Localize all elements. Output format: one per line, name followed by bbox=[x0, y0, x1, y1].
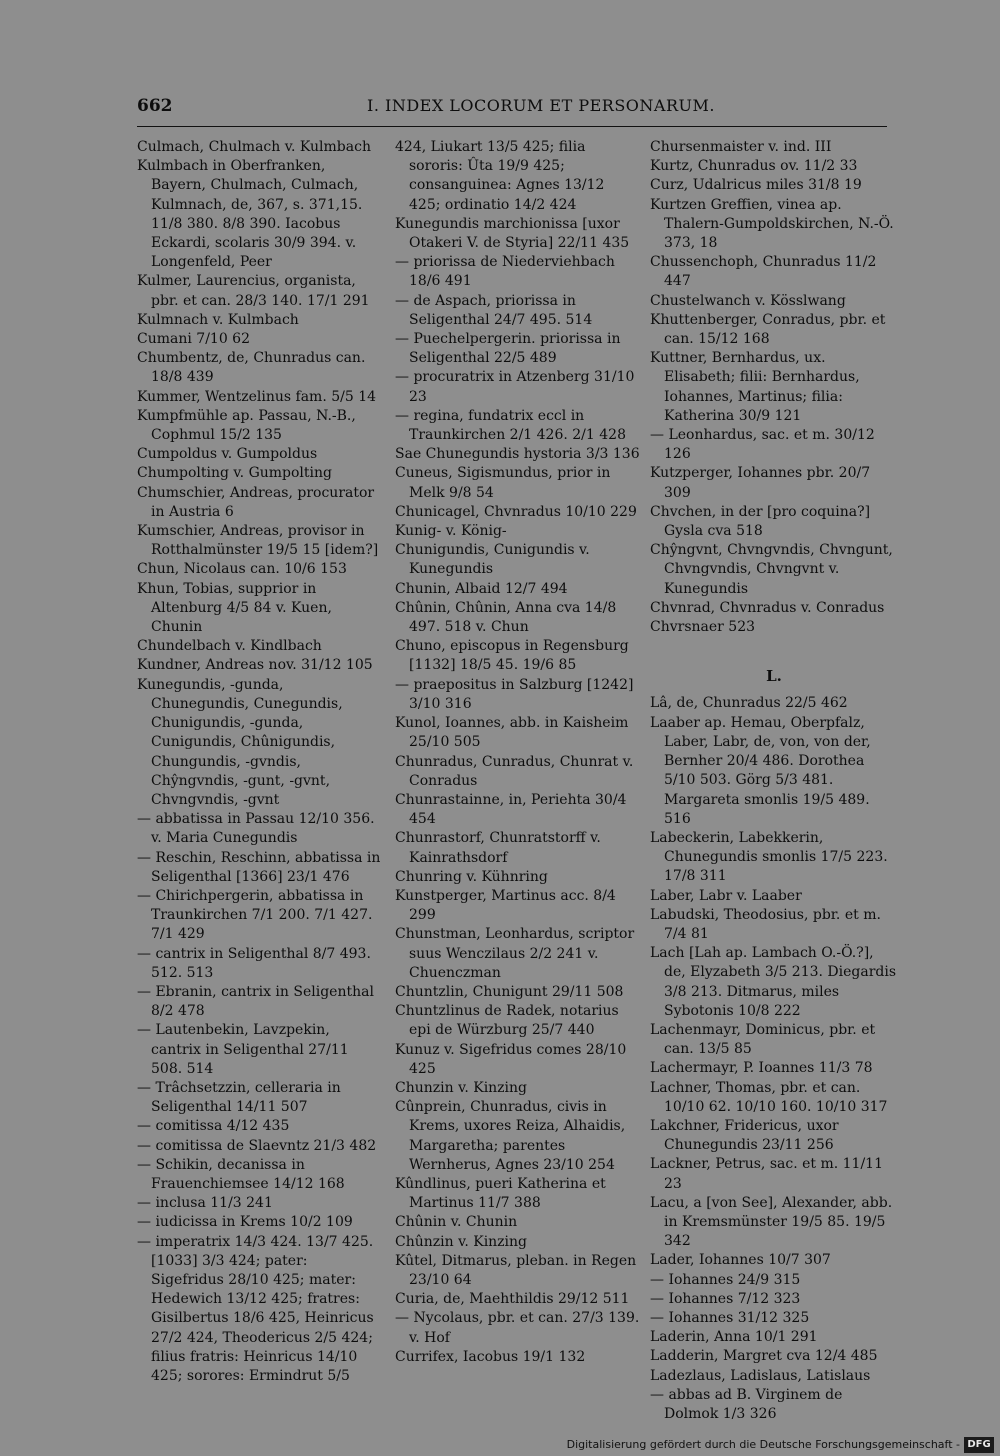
index-entry: Kûtel, Ditmarus, pleban. in Regen 23/10 64 bbox=[395, 1252, 637, 1288]
index-entry: — priorissa de Niederviehbach 18/6 491 bbox=[395, 254, 615, 290]
index-entry: Lachenmayr, Dominicus, pbr. et can. 13/5 85 bbox=[650, 1021, 876, 1058]
index-entry: Ladderin, Margret cva 12/4 485 bbox=[650, 1348, 878, 1365]
index-entry: Ladezlaus, Ladislaus, Latislaus bbox=[650, 1367, 871, 1384]
index-entry: Curz, Udalricus miles 31/8 19 bbox=[650, 177, 862, 194]
footer bbox=[0, 1430, 1000, 1456]
footer-credit: Digitalisierung gefördert durch die Deutsche Forschungsgemeinschaft - bbox=[566, 1438, 960, 1451]
running-title: I. INDEX LOCORUM ET PERSONARUM. bbox=[367, 96, 715, 115]
index-entry: — Leonhardus, sac. et m. 30/12 126 bbox=[650, 427, 875, 463]
index-entry: Chundelbach v. Kindlbach bbox=[137, 638, 322, 655]
index-entry: — procuratrix in Atzenberg 31/10 23 bbox=[395, 369, 635, 405]
index-entry: — Lautenbekin, Lavzpekin, cantrix in Seligenthal 27/11 508. 514 bbox=[137, 1022, 349, 1077]
page-number: 662 bbox=[137, 96, 173, 116]
index-entry: Cûnprein, Chunradus, civis in Krems, uxores Reiza, Alhaidis, Margaretha; parentes Wernherus, Agnes 23/10 254 bbox=[395, 1099, 626, 1173]
page-header bbox=[137, 96, 887, 122]
index-entry: — praepositus in Salzburg [1242] 3/10 316 bbox=[395, 676, 634, 712]
index-entry: Chunstman, Leonhardus, scriptor suus Wenczilaus 2/2 241 v. Chuenczman bbox=[395, 926, 635, 981]
index-entry: Lackner, Petrus, sac. et m. 11/11 23 bbox=[650, 1156, 883, 1192]
index-entry: Chvnrad, Chvnradus v. Conradus bbox=[650, 599, 885, 616]
index-entry: Kundner, Andreas nov. 31/12 105 bbox=[137, 657, 373, 674]
index-entry: Kummer, Wentzelinus fam. 5/5 14 bbox=[137, 388, 377, 405]
index-entry: Laaber ap. Hemau, Oberpfalz, Laber, Labr, de, von, von der, Bernher 20/4 486. Dorothea 5/10 503. Görg 5/3 481. Margareta smonlis 19/5 489. 516 bbox=[650, 714, 871, 827]
index-entry: Khun, Tobias, supprior in Altenburg 4/5 84 v. Kuen, Chunin bbox=[137, 580, 332, 636]
index-entry: — regina, fundatrix eccl in Traunkirchen 2/1 426. 2/1 428 bbox=[395, 407, 626, 444]
index-entry: Culmach, Chulmach v. Kulmbach bbox=[137, 139, 371, 155]
index-entry: Curia, de, Maehthildis 29/12 511 bbox=[395, 1291, 630, 1308]
index-entry: — Chirichpergerin, abbatissa in Traunkirchen 7/1 200. 7/1 427. 7/1 429 bbox=[137, 887, 373, 943]
index-entry: Currifex, Iacobus 19/1 132 bbox=[395, 1348, 586, 1365]
index-entry: Chunring v. Kühnring bbox=[395, 868, 548, 885]
index-entry: — de Aspach, priorissa in Seligenthal 24/7 495. 514 bbox=[395, 292, 593, 328]
index-entry: Chumpolting v. Gumpolting bbox=[137, 465, 332, 482]
index-entry: Lachner, Thomas, pbr. et can. 10/10 62. 10/10 160. 10/10 317 bbox=[650, 1079, 888, 1115]
index-entry: Chuntzlin, Chunigunt 29/11 508 bbox=[395, 983, 624, 1000]
index-entry: Lach [Lah ap. Lambach O.-Ö.?], de, Elyzabeth 3/5 213. Diegardis 3/8 213. Ditmarus, miles Sybotonis 10/8 222 bbox=[650, 945, 897, 1019]
index-entry: Chûnzin v. Kinzing bbox=[395, 1233, 528, 1250]
index-entry: Kunstperger, Martinus acc. 8/4 299 bbox=[395, 887, 616, 924]
index-entry: Kurtz, Chunradus ov. 11/2 33 bbox=[650, 158, 858, 175]
index-entry: Chûnin, Chûnin, Anna cva 14/8 497. 518 v. Chun bbox=[395, 599, 617, 636]
index-entry: Kumpfmühle ap. Passau, N.-B., Cophmul 15/2 135 bbox=[137, 407, 356, 444]
index-entry: Sae Chunegundis hystoria 3/3 136 bbox=[395, 446, 640, 463]
index-entry: — Nycolaus, pbr. et can. 27/3 139. v. Hof bbox=[395, 1310, 640, 1346]
index-entry: Chuno, episcopus in Regensburg [1132] 18/5 45. 19/6 85 bbox=[395, 638, 629, 674]
index-entry: Kûndlinus, pueri Katherina et Martinus 11/7 388 bbox=[395, 1175, 606, 1212]
index-entry: Kunig- v. König- bbox=[395, 523, 507, 540]
index-entry: Chumbentz, de, Chunradus can. 18/8 439 bbox=[137, 350, 366, 386]
index-entry: Laber, Labr v. Laaber bbox=[650, 887, 802, 904]
index-entry: — comitissa 4/12 435 bbox=[137, 1118, 290, 1135]
index-entry: Kutzperger, Iohannes pbr. 20/7 309 bbox=[650, 465, 871, 501]
header-rule bbox=[137, 126, 887, 127]
index-entry: Chûnin v. Chunin bbox=[395, 1214, 518, 1231]
index-entry: Lachermayr, P. Ioannes 11/3 78 bbox=[650, 1060, 873, 1077]
index-entry: — Schikin, decanissa in Frauenchiemsee 14/12 168 bbox=[137, 1156, 345, 1192]
index-column-2 bbox=[395, 138, 640, 1367]
index-entry: Kulmnach v. Kulmbach bbox=[137, 311, 299, 328]
index-entry: — Puechelpergerin. priorissa in Seligenthal 22/5 489 bbox=[395, 331, 621, 367]
index-entry: Chunradus, Cunradus, Chunrat v. Conradus bbox=[395, 753, 634, 789]
index-entry: — Trâchsetzzin, celleraria in Seligenthal 14/11 507 bbox=[137, 1079, 341, 1116]
index-entry: Cumani 7/10 62 bbox=[137, 331, 250, 348]
index-entry: Chvchen, in der [pro coquina?] Gysla cva 518 bbox=[650, 503, 871, 540]
index-entry: — Iohannes 31/12 325 bbox=[650, 1309, 810, 1326]
index-entry: — Iohannes 24/9 315 bbox=[650, 1271, 801, 1288]
index-entry: Laderin, Anna 10/1 291 bbox=[650, 1329, 818, 1346]
index-entry: — Reschin, Reschinn, abbatissa in Seligenthal [1366] 23/1 476 bbox=[137, 849, 381, 885]
index-entry: Chunicagel, Chvnradus 10/10 229 bbox=[395, 503, 637, 520]
index-entry: Labudski, Theodosius, pbr. et m. 7/4 81 bbox=[650, 906, 881, 942]
index-entry: Labeckerin, Labekkerin, Chunegundis smonlis 17/5 223. 17/8 311 bbox=[650, 829, 888, 885]
index-entry: — Ebranin, cantrix in Seligenthal 8/2 478 bbox=[137, 983, 374, 1020]
index-entry: Chursenmaister v. ind. III bbox=[650, 139, 832, 155]
index-entry: Chvrsnaer 523 bbox=[650, 619, 756, 636]
index-entry: Lakchner, Fridericus, uxor Chunegundis 23/11 256 bbox=[650, 1117, 839, 1154]
index-entry: Chumschier, Andreas, procurator in Austria 6 bbox=[137, 484, 375, 520]
index-entry: Chunzin v. Kinzing bbox=[395, 1079, 528, 1096]
index-entry: Kumschier, Andreas, provisor in Rotthalmünster 19/5 15 [idem?] bbox=[137, 523, 379, 559]
index-entry: Kunuz v. Sigefridus comes 28/10 425 bbox=[395, 1041, 627, 1077]
index-entry: Chustelwanch v. Kösslwang bbox=[650, 292, 846, 309]
index-entry: — inclusa 11/3 241 bbox=[137, 1195, 273, 1212]
index-entry: Kunegundis marchionissa [uxor Otakeri V. de Styria] 22/11 435 bbox=[395, 215, 630, 252]
index-entry: Kulmer, Laurencius, organista, pbr. et can. 28/3 140. 17/1 291 bbox=[137, 273, 370, 309]
index-entry: — Iohannes 7/12 323 bbox=[650, 1290, 801, 1307]
index-entry: — iudicissa in Krems 10/2 109 bbox=[137, 1214, 353, 1231]
index-entry: Chunigundis, Cunigundis v. Kunegundis bbox=[395, 542, 590, 578]
index-entry: Kurtzen Greffien, vinea ap. Thalern-Gumpoldskirchen, N.-Ö. 373, 18 bbox=[650, 196, 894, 252]
index-entry: Kunegundis, -gunda, Chunegundis, Cunegundis, Chunigundis, -gunda, Cunigundis, Chûnigundis, Chungundis, -gvndis, Chŷngvndis, -gunt, -gvnt, Chvngvndis, -gvnt bbox=[137, 676, 343, 808]
index-entry: — cantrix in Seligenthal 8/7 493. 512. 513 bbox=[137, 945, 371, 981]
index-entry: Chunrastorf, Chunratstorff v. Kainrathsdorf bbox=[395, 830, 601, 866]
dfg-logo: DFG bbox=[964, 1437, 994, 1453]
index-entry: Lâ, de, Chunradus 22/5 462 bbox=[650, 695, 848, 712]
index-entry: Chunin, Albaid 12/7 494 bbox=[395, 580, 568, 597]
index-entry: Chuntzlinus de Radek, notarius epi de Würzburg 25/7 440 bbox=[395, 1003, 619, 1039]
index-entry: Lacu, a [von See], Alexander, abb. in Kremsmünster 19/5 85. 19/5 342 bbox=[650, 1194, 893, 1250]
index-entry: — abbatissa in Passau 12/10 356. v. Maria Cunegundis bbox=[137, 811, 375, 847]
index-entry: Chunrastainne, in, Periehta 30/4 454 bbox=[395, 791, 627, 828]
index-entry: Kunol, Ioannes, abb. in Kaisheim 25/10 505 bbox=[395, 715, 629, 751]
letter-heading: L. bbox=[766, 667, 782, 686]
index-entry: Chun, Nicolaus can. 10/6 153 bbox=[137, 561, 347, 578]
index-entry: Khuttenberger, Conradus, pbr. et can. 15/12 168 bbox=[650, 311, 886, 348]
index-entry: — imperatrix 14/3 424. 13/7 425. [1033] 3/3 424; pater: Sigefridus 28/10 425; mater: Hedewich 13/12 425; fratres: Gisilbertus 18/6 425, Heinricus 27/2 424, Theodericus 2/5 424; filius fratris: Heinricus 14/10 425; sorores: Ermindrut 5/5 bbox=[137, 1233, 374, 1384]
index-entry: Kulmbach in Oberfranken, Bayern, Chulmach, Culmach, Kulmnach, de, 367, s. 371,15. 11/8 380. 8/8 390. Iacobus Eckardi, scolaris 30/9 394. v. Longenfeld, Peer bbox=[137, 158, 363, 271]
index-column-3 bbox=[650, 138, 898, 1424]
index-entry: Chussenchoph, Chunradus 11/2 447 bbox=[650, 254, 877, 290]
index-entry: Cuneus, Sigismundus, prior in Melk 9/8 54 bbox=[395, 465, 611, 501]
index-entry: Lader, Iohannes 10/7 307 bbox=[650, 1252, 831, 1269]
index-entry: — abbas ad B. Virginem de Dolmok 1/3 326 bbox=[650, 1386, 843, 1422]
index-entry: Cumpoldus v. Gumpoldus bbox=[137, 446, 318, 463]
index-entry: — comitissa de Slaevntz 21/3 482 bbox=[137, 1137, 377, 1154]
index-entry: 424, Liukart 13/5 425; filia sororis: Ûta 19/9 425; consanguinea: Agnes 13/12 425; ordinatio 14/2 424 bbox=[395, 139, 605, 213]
index-entry: Kuttner, Bernhardus, ux. Elisabeth; filii: Bernhardus, Iohannes, Martinus; filia: Katherina 30/9 121 bbox=[650, 350, 860, 424]
index-column-1 bbox=[137, 138, 382, 1386]
index-entry: Chŷngvnt, Chvngvndis, Chvngunt, Chvngvndis, Chvngvnt v. Kunegundis bbox=[650, 542, 893, 597]
